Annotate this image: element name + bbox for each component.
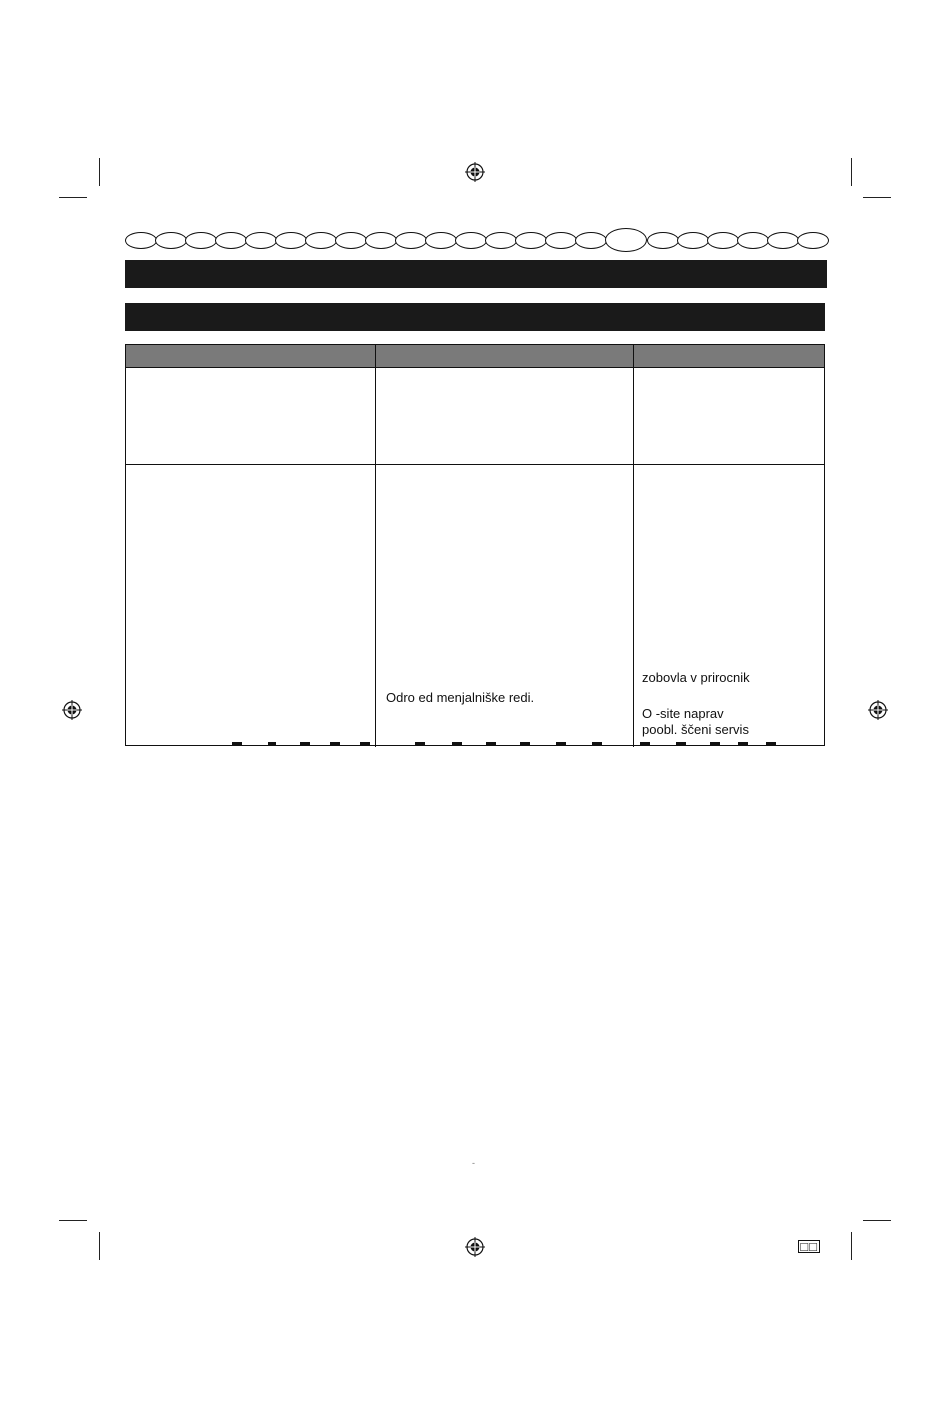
table-header-row [126,345,824,367]
crop-mark-top-left-v [99,158,100,186]
language-tab[interactable] [425,232,457,249]
language-tab[interactable] [575,232,607,249]
language-tab[interactable] [707,232,739,249]
text-fragment [232,742,242,745]
text-fragment [592,742,602,745]
language-tab[interactable] [155,232,187,249]
registration-mark-icon [868,700,888,720]
crop-mark-bottom-left-v [99,1232,100,1260]
language-tab[interactable] [767,232,799,249]
language-tab[interactable] [185,232,217,249]
language-tabs [125,230,830,250]
text-fragment [556,742,566,745]
page-number: □□ [800,1239,818,1254]
language-tab[interactable] [515,232,547,249]
language-tab[interactable] [335,232,367,249]
text-fragment [640,742,650,745]
text-fragment [330,742,340,745]
section-header-bar [125,260,827,288]
text-fragment [360,742,370,745]
row-divider [126,464,824,465]
text-fragment [300,742,310,745]
cell-action-text: O -site naprav [642,706,724,721]
column-divider [375,345,376,747]
text-fragment [766,742,776,745]
cell-action-text: poobl. ščeni servis [642,722,749,737]
language-tab[interactable] [305,232,337,249]
text-fragment [738,742,748,745]
language-tab[interactable] [125,232,157,249]
crop-mark-top-right-h [863,197,891,198]
registration-mark-icon [465,162,485,182]
language-tab[interactable] [797,232,829,249]
language-tab[interactable] [485,232,517,249]
crop-mark-top-left-h [59,197,87,198]
language-tab[interactable] [245,232,277,249]
text-fragment [268,742,276,745]
language-tab[interactable] [545,232,577,249]
language-tab[interactable] [455,232,487,249]
cell-action-text: zobovla v prirocnik [642,670,750,685]
subsection-header-bar [125,303,825,331]
crop-mark-top-right-v [851,158,852,186]
crop-mark-bottom-left-h [59,1220,87,1221]
column-divider [633,345,634,747]
text-fragment [710,742,720,745]
registration-mark-icon [62,700,82,720]
language-tab[interactable] [365,232,397,249]
language-tab[interactable] [395,232,427,249]
crop-mark-bottom-right-v [851,1232,852,1260]
language-tab[interactable] [647,232,679,249]
language-tab[interactable] [677,232,709,249]
crop-mark-bottom-right-h [863,1220,891,1221]
text-fragment [486,742,496,745]
language-tab[interactable] [215,232,247,249]
language-tab-active[interactable] [605,228,647,252]
language-tab[interactable] [275,232,307,249]
text-fragment [676,742,686,745]
row-divider [126,367,824,368]
text-fragment [415,742,425,745]
footer-center-mark: - [472,1158,475,1168]
cell-solution-text: Odro ed menjalniške redi. [386,690,535,705]
text-fragment [452,742,462,745]
text-fragment [520,742,530,745]
language-tab[interactable] [737,232,769,249]
registration-mark-icon [465,1237,485,1257]
